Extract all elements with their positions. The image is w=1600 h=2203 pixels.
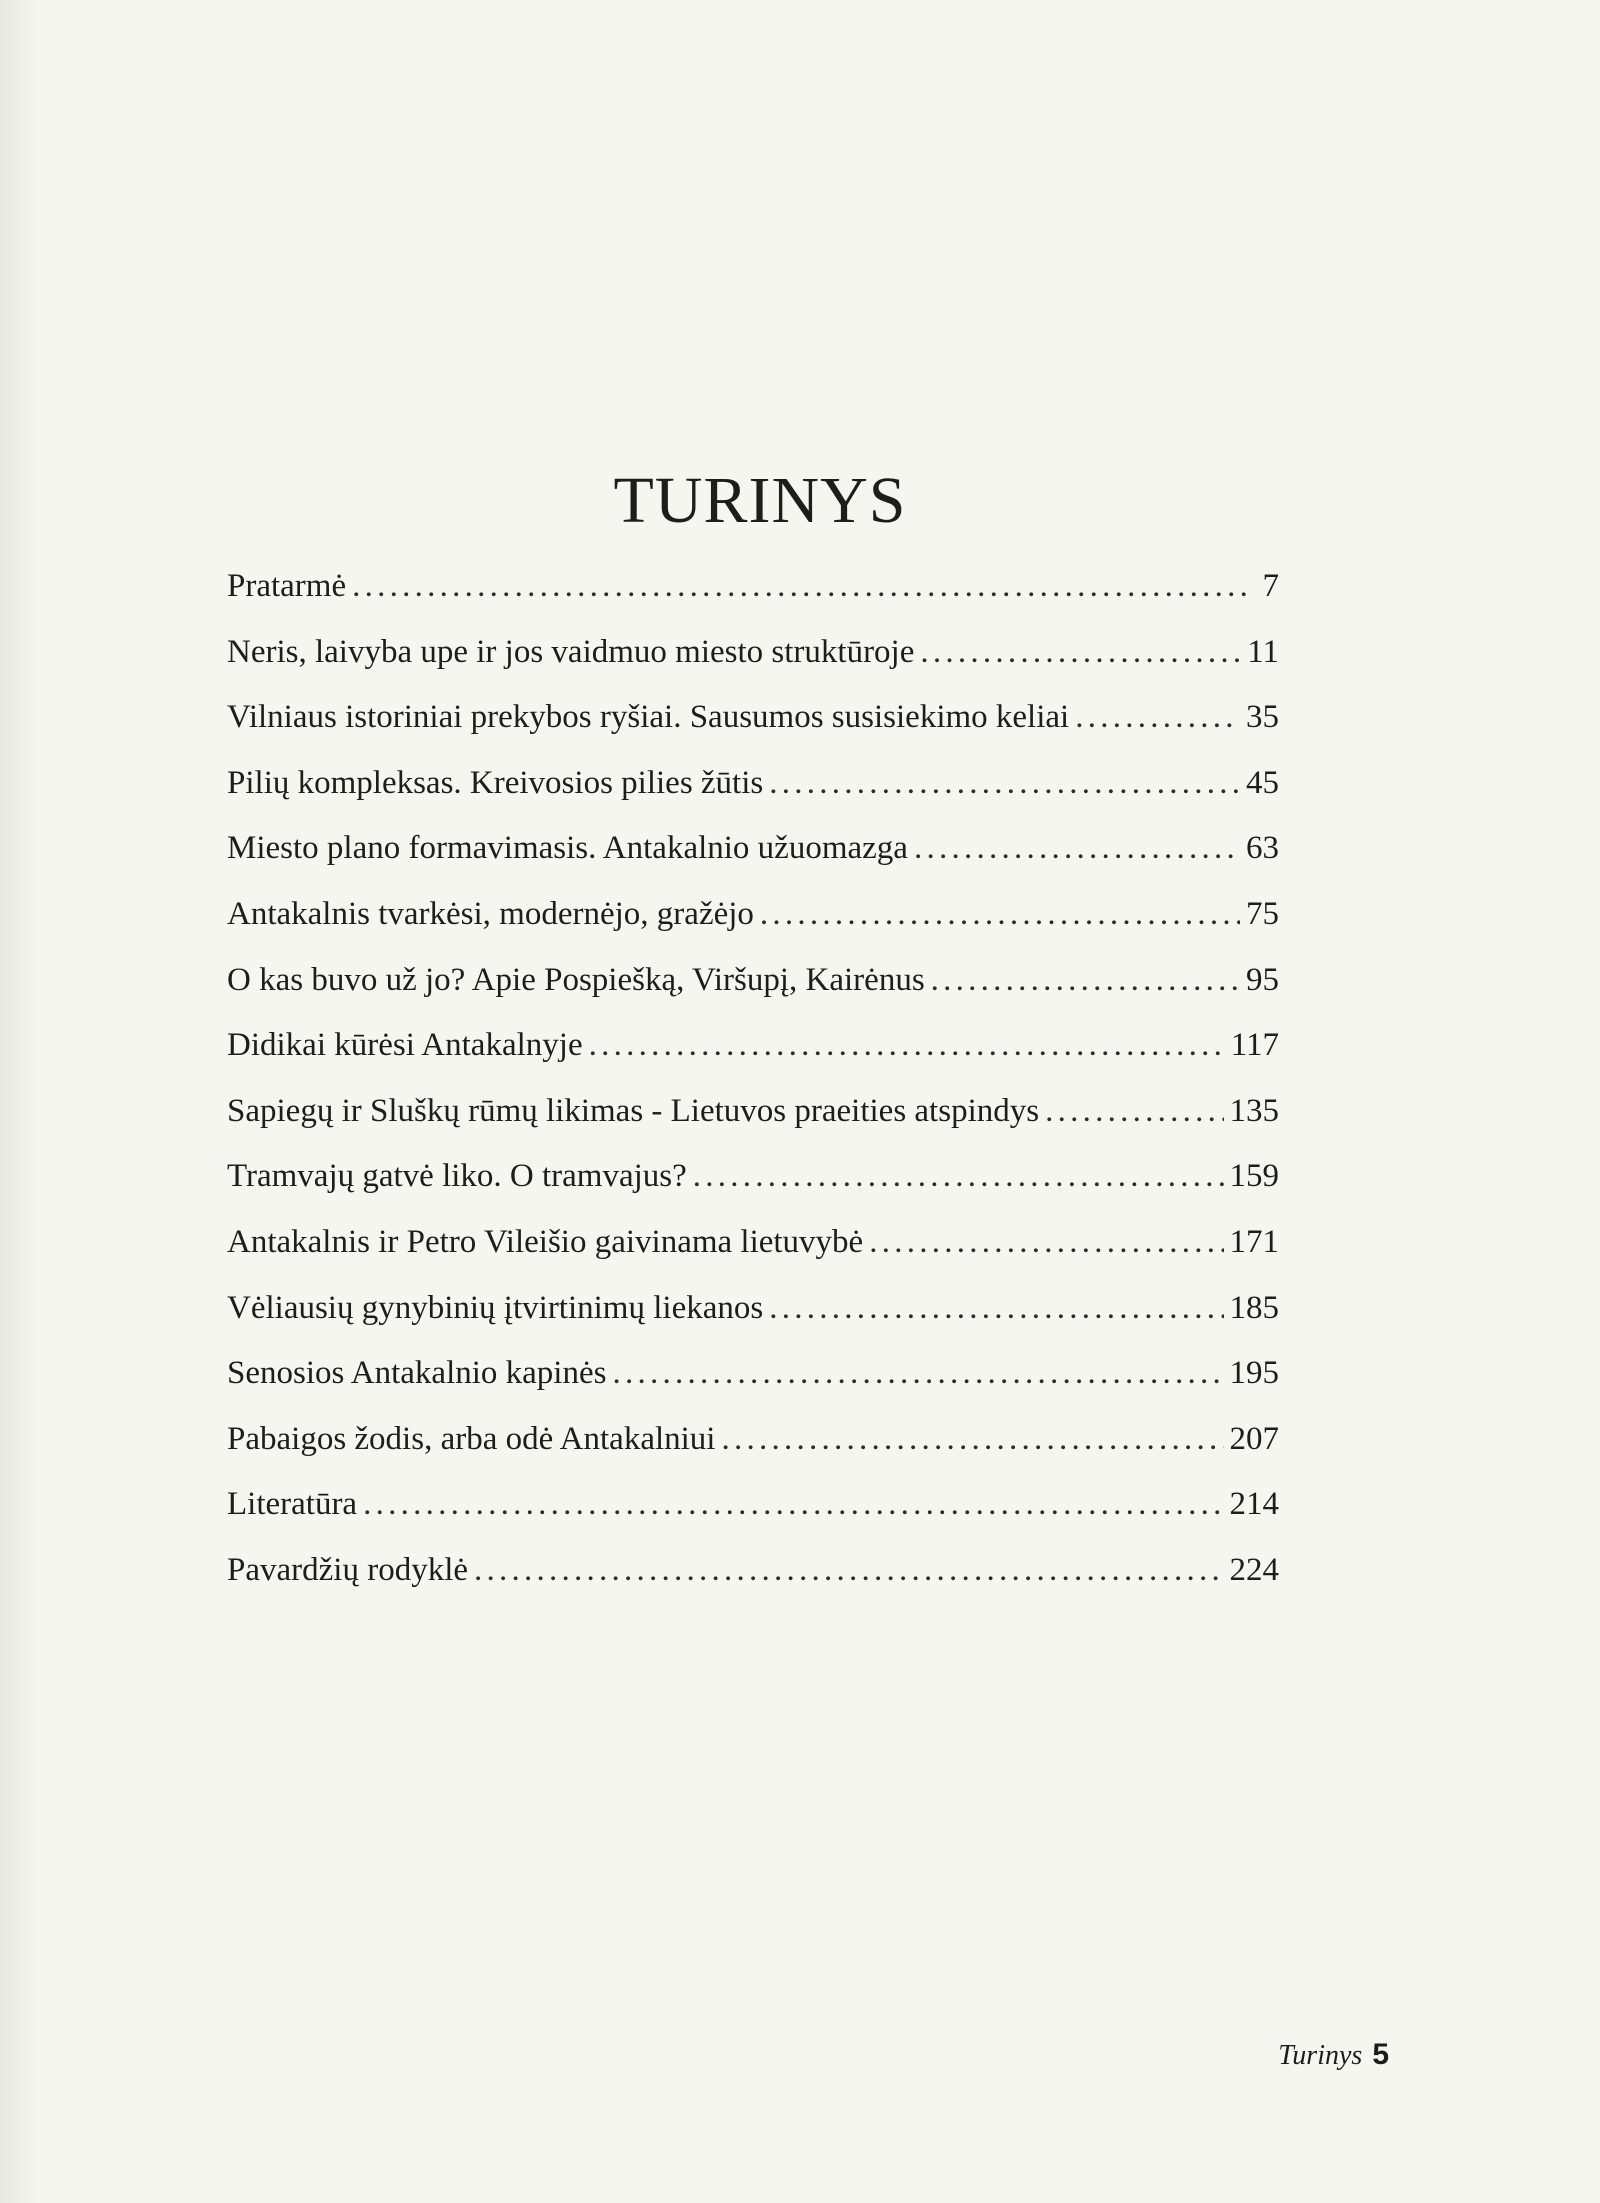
toc-entry-title: Antakalnis tvarkėsi, modernėjo, gražėjo xyxy=(227,895,754,932)
toc-entry-title: Vilniaus istoriniai prekybos ryšiai. Sausumos susisiekimo keliai xyxy=(227,699,1070,736)
toc-entry-page: 214 xyxy=(1229,1486,1279,1523)
toc-entry-page: 185 xyxy=(1229,1289,1279,1326)
toc-entry-page: 35 xyxy=(1246,699,1279,736)
dot-leader xyxy=(693,1156,1224,1196)
dot-leader xyxy=(721,1419,1223,1459)
toc-entry[interactable] xyxy=(227,960,1279,1026)
running-footer xyxy=(1278,2038,1389,2072)
toc-entry-title: Antakalnis ir Petro Vileišio gaivinama lietuvybė xyxy=(227,1223,864,1260)
page-title: TURINYS xyxy=(613,464,907,537)
toc-entry-title: Miesto plano formavimasis. Antakalnio užuomazga xyxy=(227,830,908,867)
toc-entry-page: 224 xyxy=(1229,1551,1279,1588)
toc-entry[interactable] xyxy=(227,566,1279,632)
toc-entry-page: 207 xyxy=(1229,1420,1279,1457)
toc-entry[interactable] xyxy=(227,1091,1279,1157)
toc-entry-page: 95 xyxy=(1246,961,1279,998)
dot-leader xyxy=(1075,697,1240,737)
dot-leader xyxy=(769,763,1240,803)
toc-entry[interactable] xyxy=(227,1484,1279,1550)
toc-entry-page: 7 xyxy=(1262,568,1279,604)
toc-entry-page: 45 xyxy=(1246,764,1279,801)
toc-entry-page: 11 xyxy=(1247,633,1279,670)
dot-leader xyxy=(589,1025,1225,1065)
dot-leader xyxy=(1045,1091,1223,1131)
toc-entry-page: 117 xyxy=(1230,1027,1279,1064)
toc-entry-page: 159 xyxy=(1229,1158,1279,1195)
dot-leader xyxy=(931,960,1240,1000)
toc-entry[interactable] xyxy=(227,697,1279,763)
toc-entry[interactable] xyxy=(227,632,1279,698)
dot-leader xyxy=(920,632,1241,672)
toc-entry[interactable] xyxy=(227,828,1279,894)
toc-entry-title: Neris, laivyba upe ir jos vaidmuo miesto struktūroje xyxy=(227,633,915,670)
toc-entry-title: Literatūra xyxy=(227,1486,358,1523)
dot-leader xyxy=(769,1288,1223,1328)
toc-entry-title: O kas buvo už jo? Apie Pospiešką, Viršupį, Kairėnus xyxy=(227,961,925,998)
toc-entry[interactable] xyxy=(227,763,1279,829)
footer-section-label: Turinys xyxy=(1278,2040,1363,2071)
toc-entry-title: Pratarmė xyxy=(227,568,347,604)
toc-entry-title: Pavardžių rodyklė xyxy=(227,1551,469,1588)
toc-entry-title: Tramvajų gatvė liko. O tramvajus? xyxy=(227,1158,687,1195)
toc-entry[interactable] xyxy=(227,1353,1279,1419)
toc-entry[interactable] xyxy=(227,1156,1279,1222)
toc-entry-title: Senosios Antakalnio kapinės xyxy=(227,1355,607,1392)
toc-entry[interactable] xyxy=(227,1288,1279,1354)
toc-entry[interactable] xyxy=(227,1419,1279,1485)
dot-leader xyxy=(914,828,1240,868)
toc-entry[interactable] xyxy=(227,894,1279,960)
table-of-contents xyxy=(227,566,1279,1616)
toc-entry[interactable] xyxy=(227,1222,1279,1288)
toc-entry-title: Sapiegų ir Sluškų rūmų likimas - Lietuvos praeities atspindys xyxy=(227,1092,1040,1129)
dot-leader xyxy=(363,1484,1223,1524)
page-edge-shadow xyxy=(0,0,40,2203)
toc-entry[interactable] xyxy=(227,1550,1279,1616)
toc-entry-page: 63 xyxy=(1246,830,1279,867)
page-number: 5 xyxy=(1372,2038,1389,2071)
dot-leader xyxy=(869,1222,1223,1262)
toc-entry-page: 135 xyxy=(1229,1092,1279,1129)
toc-entry-title: Pilių kompleksas. Kreivosios pilies žūtis xyxy=(227,764,764,801)
dot-leader xyxy=(352,566,1253,606)
toc-entry-page: 75 xyxy=(1246,895,1279,932)
toc-entry-page: 171 xyxy=(1229,1223,1279,1260)
toc-entry-title: Vėliausių gynybinių įtvirtinimų liekanos xyxy=(227,1289,764,1326)
toc-entry-title: Didikai kūrėsi Antakalnyje xyxy=(227,1027,583,1064)
toc-entry[interactable] xyxy=(227,1025,1279,1091)
toc-entry-page: 195 xyxy=(1229,1355,1279,1392)
toc-entry-title: Pabaigos žodis, arba odė Antakalniui xyxy=(227,1420,716,1457)
dot-leader xyxy=(612,1353,1223,1393)
dot-leader xyxy=(474,1550,1223,1590)
dot-leader xyxy=(760,894,1240,934)
